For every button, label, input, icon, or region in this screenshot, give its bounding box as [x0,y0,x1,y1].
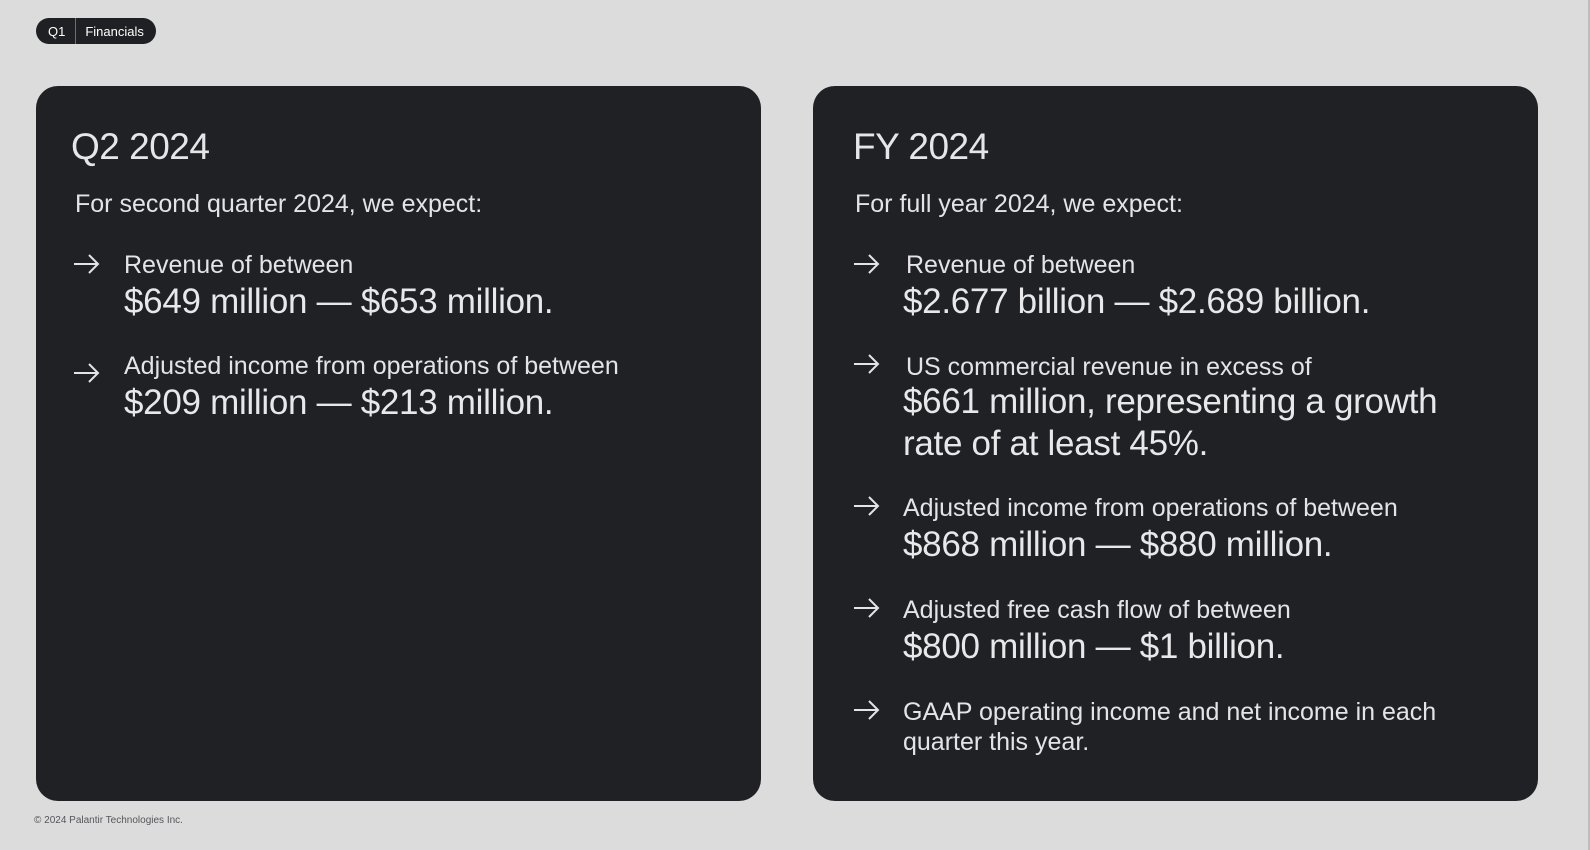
arrow-right-icon [853,253,881,275]
badge-section: Q1 [36,18,76,44]
section-badge [36,18,156,44]
item-label: Adjusted income from operations of between [903,494,1398,522]
arrow-right-icon [73,253,101,275]
q2-guidance-card [36,86,761,801]
arrow-right-icon [853,597,881,619]
arrow-right-icon [853,495,881,517]
item-label: Adjusted income from operations of between [124,352,619,380]
item-label: Revenue of between [906,251,1136,279]
card-title: FY 2024 [853,126,989,167]
arrow-right-icon [853,353,881,375]
item-value: $649 million — $653 million. [124,282,554,321]
badge-label: Financials [85,23,144,39]
arrow-right-icon [853,699,881,721]
item-label: Revenue of between [124,251,354,279]
item-value: $800 million — $1 billion. [903,627,1285,666]
item-value: $209 million — $213 million. [124,383,554,422]
item-label: GAAP operating income and net income in each quarter this year. [903,698,1437,756]
fy-guidance-card [813,86,1538,801]
item-label: Adjusted free cash flow of between [903,596,1291,624]
copyright-footer: © 2024 Palantir Technologies Inc. [34,815,183,826]
item-label: US commercial revenue in excess of [906,353,1312,381]
item-value-line: $661 million, representing a growth [903,382,1438,421]
item-value: $2.677 billion — $2.689 billion. [903,282,1371,321]
item-value-line: rate of at least 45%. [903,424,1208,463]
item-value: $868 million — $880 million. [903,525,1333,564]
card-title: Q2 2024 [71,126,210,167]
card-intro: For second quarter 2024, we expect: [75,190,483,218]
card-intro: For full year 2024, we expect: [855,190,1183,218]
arrow-right-icon [73,362,101,384]
